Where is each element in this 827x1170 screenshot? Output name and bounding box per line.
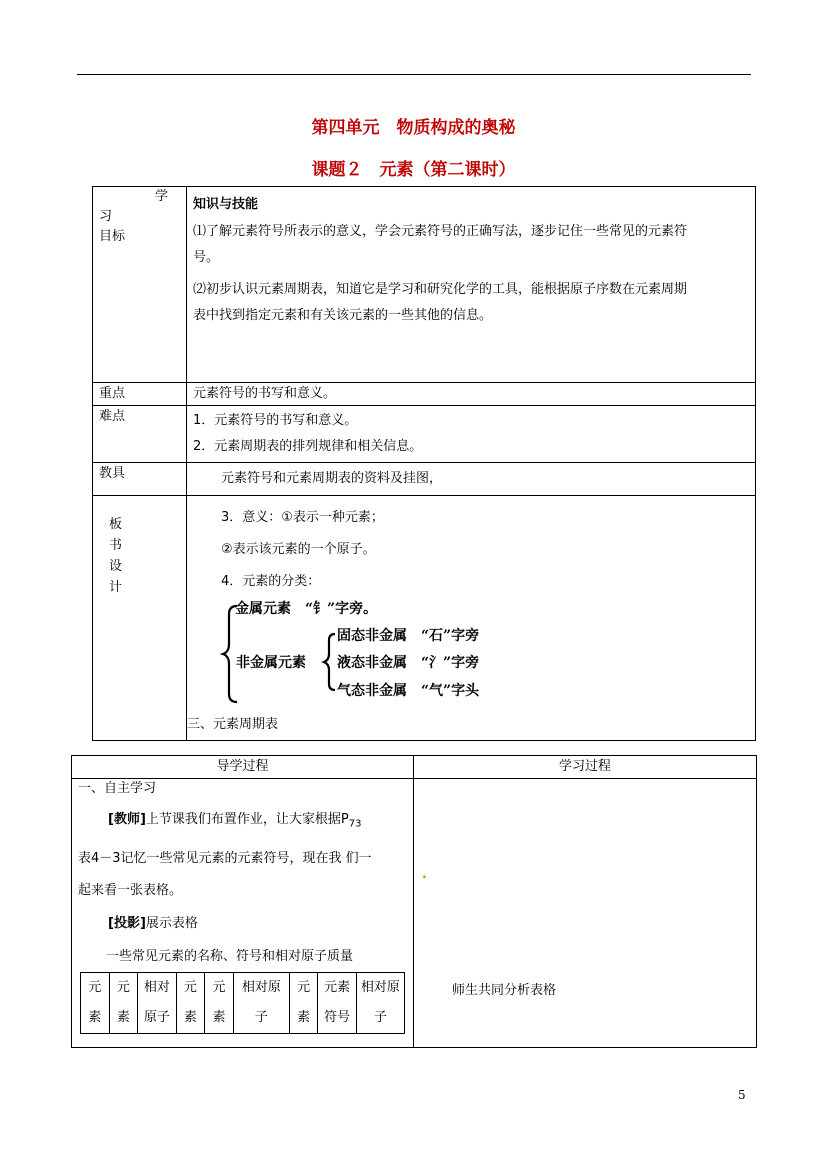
projection-text: 展示表格 xyxy=(145,915,198,931)
teaching-aids-text: 元素符号和元素周期表的资料及挂图， xyxy=(187,463,756,496)
marker-dot: . xyxy=(422,867,427,882)
board-line-1: 3．意义：①表示一种元素； xyxy=(221,510,384,525)
guide-header-row xyxy=(72,756,757,779)
guide-process-header: 导学过程 xyxy=(72,756,414,779)
board-line-3: 4．元素的分类： xyxy=(221,574,321,589)
nonmetal-element-label: 非金属元素 xyxy=(236,655,306,671)
gas-nonmetal-label: 气态非金属 “气”字头 xyxy=(337,683,480,699)
common-elements-header-cell xyxy=(81,972,110,1033)
outer-brace-icon xyxy=(223,606,237,702)
common-elements-header-cell xyxy=(176,972,205,1033)
goals-label-cell xyxy=(93,187,187,383)
header-cell-line: 元 xyxy=(297,979,311,995)
element-classification-diagram xyxy=(187,598,755,710)
header-cell-line: 素 xyxy=(212,1009,226,1025)
self-study-heading: 一、自主学习 xyxy=(78,781,157,796)
board-design-content xyxy=(187,496,756,741)
header-cell-line: 子 xyxy=(373,1009,387,1025)
teacher-text: 上节课我们布置作业，让大家根据P xyxy=(145,812,349,827)
board-label-3: 设 xyxy=(109,559,123,574)
header-cell-line: 子 xyxy=(254,1009,268,1025)
header-cell-line: 元 xyxy=(116,979,130,995)
board-design-row xyxy=(93,496,756,741)
goals-label-1: 学 xyxy=(154,189,168,204)
table-caption: 一些常见元素的名称、符号和相对原子质量 xyxy=(106,948,354,964)
key-point-row xyxy=(93,383,756,406)
header-cell-line: 相对 xyxy=(143,979,170,995)
guide-process-content xyxy=(72,779,414,1048)
key-point-label: 重点 xyxy=(93,383,187,406)
projection-line xyxy=(72,906,413,942)
header-cell-line: 素 xyxy=(116,1009,130,1025)
goal-item-2-line-2: 表中找到指定元素和有关该元素的一些其他的信息。 xyxy=(193,308,493,323)
board-line-4: 三、元素周期表 xyxy=(187,717,279,732)
board-line-2: ②表示该元素的一个原子。 xyxy=(221,542,376,557)
difficulty-item-2: 2．元素周期表的排列规律和相关信息。 xyxy=(193,439,423,454)
goals-label-2: 习 xyxy=(99,209,113,224)
goals-row xyxy=(93,187,756,383)
teaching-aids-row xyxy=(93,463,756,496)
page-number: 5 xyxy=(738,1088,746,1102)
board-label-2: 书 xyxy=(109,538,123,553)
board-label-4: 计 xyxy=(109,580,123,595)
common-elements-header-cell xyxy=(233,972,289,1033)
common-elements-header-row xyxy=(81,972,405,1033)
common-elements-header-cell xyxy=(109,972,138,1033)
common-elements-header-cell xyxy=(318,972,356,1033)
goals-label-3: 目标 xyxy=(99,229,126,244)
goals-content xyxy=(187,187,756,383)
board-design-label-cell xyxy=(93,496,187,741)
projection-tag: [投影] xyxy=(108,915,146,931)
common-elements-header-cell xyxy=(138,972,176,1033)
goals-heading: 知识与技能 xyxy=(193,197,259,212)
header-cell-line: 素 xyxy=(88,1009,102,1025)
goal-item-1-line-1: ⑴了解元素符号所表示的意义，学会元素符号的正确写法，逐步记住一些常见的元素符 xyxy=(193,224,688,239)
difficulty-content xyxy=(187,406,756,463)
header-cell-line: 相对原 xyxy=(241,979,281,995)
common-elements-header-cell xyxy=(205,972,234,1033)
key-point-text: 元素符号的书写和意义。 xyxy=(187,383,756,406)
metal-element-label: 金属元素 “钅”字旁。 xyxy=(235,601,378,617)
guide-body-row xyxy=(72,779,757,1048)
teaching-aids-label: 教具 xyxy=(93,463,187,496)
lesson-plan-table xyxy=(92,186,756,741)
teacher-tag: [教师] xyxy=(108,812,146,827)
goal-item-2-line-1: ⑵初步认识元素周期表，知道它是学习和研究化学的工具，能根据原子序数在元素周期 xyxy=(193,282,688,297)
header-cell-line: 元 xyxy=(183,979,197,995)
header-cell-line: 元素 xyxy=(324,979,351,995)
header-cell-line: 素 xyxy=(183,1009,197,1025)
header-cell-line: 元 xyxy=(212,979,226,995)
common-elements-header-cell xyxy=(289,972,318,1033)
header-cell-line: 符号 xyxy=(324,1009,351,1025)
header-rule xyxy=(77,74,751,75)
teacher-line xyxy=(72,803,413,842)
common-elements-header-cell xyxy=(356,972,404,1033)
analysis-text: 师生共同分析表格 xyxy=(452,983,557,998)
solid-nonmetal-label: 固态非金属 “石”字旁 xyxy=(337,628,480,644)
common-elements-table xyxy=(80,972,405,1034)
goal-item-1-line-2: 号。 xyxy=(193,250,220,265)
learning-process-content xyxy=(414,779,757,1048)
inner-brace-icon xyxy=(324,634,335,690)
page-title: 第四单元 物质构成的奥秘 xyxy=(311,118,516,138)
teacher-line-3: 起来看一张表格。 xyxy=(78,882,183,898)
board-label-1: 板 xyxy=(109,517,123,532)
teacher-line-2: 表4－3记忆一些常见元素的元素符号，现在我 们一 xyxy=(78,850,372,866)
header-cell-line: 素 xyxy=(297,1009,311,1025)
difficulty-item-1: 1．元素符号的书写和意义。 xyxy=(193,413,358,428)
learning-process-header: 学习过程 xyxy=(414,756,757,779)
difficulty-row xyxy=(93,406,756,463)
header-cell-line: 原子 xyxy=(143,1009,170,1025)
teacher-page-subscript: 73 xyxy=(348,818,362,830)
guide-table xyxy=(71,755,757,1048)
liquid-nonmetal-label: 液态非金属 “氵”字旁 xyxy=(337,655,480,671)
header-cell-line: 元 xyxy=(88,979,102,995)
header-cell-line: 相对原 xyxy=(360,979,400,995)
difficulty-label: 难点 xyxy=(93,406,187,463)
page-subtitle: 课题２ 元素（第二课时） xyxy=(311,160,516,180)
